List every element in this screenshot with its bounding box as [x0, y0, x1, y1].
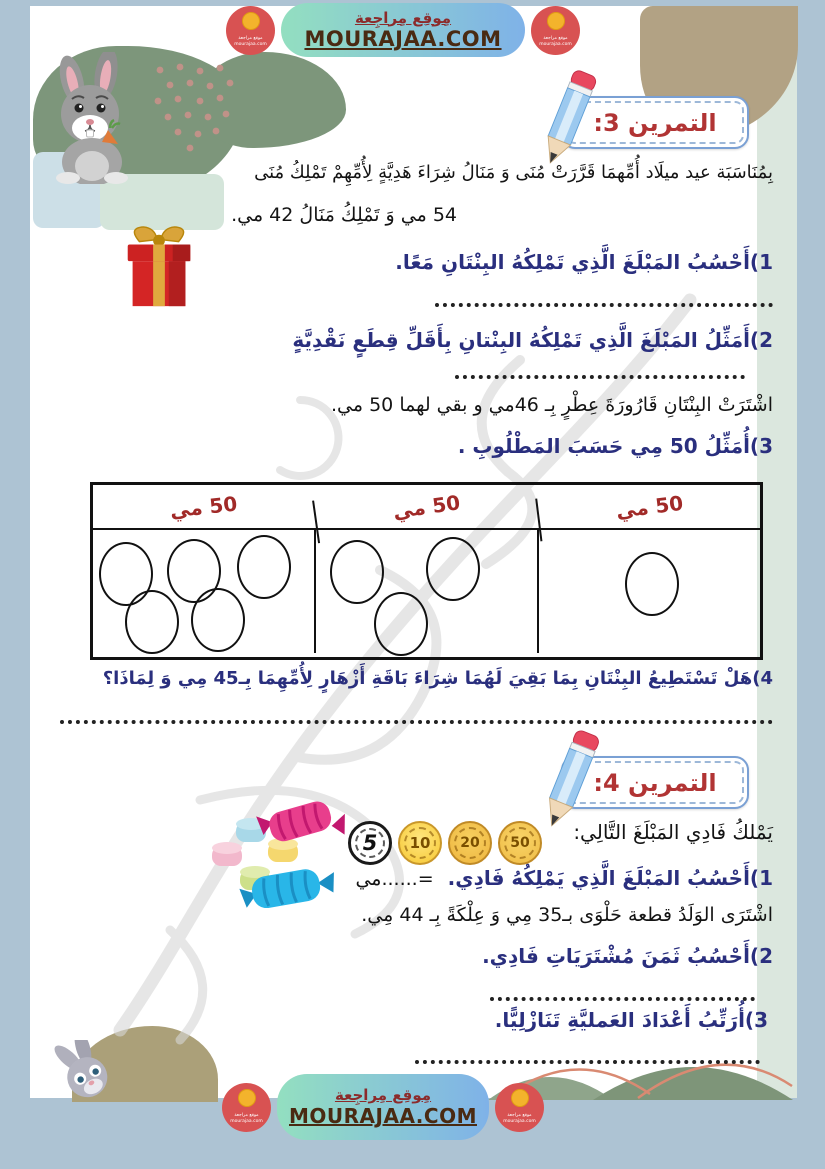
- exercise3-info: اشْتَرَتْ البِنْتَانِ قَارُورَةَ عِطْرٍ بِـ 46مي و بقي لهما 50 مي.: [331, 394, 773, 416]
- exercise3-question1: 1)أَحْسُبُ المَبْلَغَ الَّذِي تَمْلِكُهُ البِنْتَانِ مَعًا.: [395, 250, 773, 274]
- logo-book-icon: [547, 12, 565, 30]
- exercise4-question3: 3)أُرَتِّبُ أَعْدَادَ العَمليَّةِ تَنَازْلِيًّا.: [494, 1008, 768, 1032]
- logo-text-en: mourajaa.com: [234, 42, 267, 48]
- mourajaa-logo-icon: [222, 1083, 271, 1132]
- coin-circle: [237, 535, 291, 599]
- mourajaa-logo-icon: [495, 1083, 544, 1132]
- exercise3-question3: 3)أُمَثِّلُ 50 مِي حَسَبَ المَطْلُوبِ .: [457, 434, 773, 458]
- table-cell-one-coin: [537, 528, 760, 653]
- coins-row: [348, 821, 542, 865]
- coin-5-icon: 5: [348, 821, 392, 865]
- exercise4-question2: 2)أَحْسُبُ ثَمَنَ مُشْتَرَيَاتِ فَادِي.: [482, 944, 773, 968]
- mourajaa-logo-icon: [531, 6, 580, 55]
- site-link-pill[interactable]: [277, 1074, 489, 1140]
- table-cell-three-coins: [314, 528, 537, 653]
- footer-banner: [222, 1074, 544, 1140]
- rabbit-icon: [42, 52, 147, 184]
- exercise4-info: اشْتَرَى الوَلَدُ قطعة حَلْوَى بـ35 مِي وَ عِلْكَةً بِـ 44 مِي.: [361, 904, 773, 926]
- logo-text-ar: موقع مراجعة: [507, 1112, 532, 1118]
- logo-book-icon: [511, 1089, 529, 1107]
- coin-10-icon: 10: [398, 821, 442, 865]
- mourajaa-logo-icon: [226, 6, 275, 55]
- money-table: [90, 482, 763, 660]
- answer-line: [455, 374, 745, 379]
- coin-circle: [426, 537, 480, 601]
- logo-text-en: mourajaa.com: [539, 42, 572, 48]
- exercise4-question1: 1)أَحْسُبُ المَبْلَغَ الَّذِي يَمْلِكُهُ فَادِي.=......مي: [355, 866, 773, 890]
- coin-circle: [125, 590, 179, 654]
- answer-line: [490, 996, 755, 1001]
- exercise3-intro-line2: 54 مي وَ تَمْلِكُ مَنَالُ 42 مي.: [231, 204, 457, 226]
- coin-circle: [191, 588, 245, 652]
- coin-circle: [330, 540, 384, 604]
- site-link-pill[interactable]: [281, 3, 525, 57]
- exercise4-intro: يَمْلكُ فَادِي المَبْلَغَ التَّالِي:: [573, 820, 773, 844]
- answer-line: [435, 302, 773, 307]
- table-header-cell: 50 مي: [312, 470, 539, 544]
- answer-line: [415, 1059, 760, 1064]
- table-header-cell: 50 مي: [168, 491, 239, 522]
- coin-20-icon: 20: [448, 821, 492, 865]
- logo-text-en: mourajaa.com: [230, 1119, 263, 1125]
- table-header-cell: 50 مي: [535, 472, 762, 542]
- candies-icon: [190, 796, 348, 908]
- coin-circle: [374, 592, 428, 656]
- answer-line: [60, 719, 773, 724]
- exercise3-question4: 4)هَلْ تَسْتَطِيعُ البِنْتَانِ بِمَا بَقِيَ لَهُمَا شِرَاءَ بَاقَةِ أَزْهَارٍ لِأُمِّهِمَا بِـ45 مِي وَ لِمَاذَا؟: [102, 668, 773, 689]
- site-title-arabic: مِوقِع مِراجِعة: [334, 1086, 432, 1105]
- logo-text-ar: موقع مراجعة: [543, 35, 568, 41]
- exercise3-title: التمرين 3:: [593, 108, 717, 137]
- logo-text-en: mourajaa.com: [503, 1119, 536, 1125]
- site-title-english: MOURAJAA.COM: [289, 1103, 477, 1128]
- answer-blank: =......مي: [355, 868, 434, 890]
- rabbit-peeking-icon: [48, 1040, 120, 1102]
- logo-book-icon: [242, 12, 260, 30]
- dots-pattern: [148, 62, 240, 156]
- site-title-arabic: مِوقِع مِراجِعة: [354, 8, 452, 27]
- table-cell-five-coins: [93, 528, 314, 653]
- exercise3-question2: 2)أَمَثِّلُ المَبْلَغَ الَّذِي تَمْلِكُهُ البِنْتانِ بِأَقَلِّ قِطَعٍ نَقْدِيَّةٍ: [292, 328, 773, 352]
- gift-icon: [110, 224, 208, 312]
- logo-text-ar: موقع مراجعة: [234, 1112, 259, 1118]
- coin-50-icon: 50: [498, 821, 542, 865]
- exercise3-intro-line1: بِمُنَاسَبَة عيد ميلَاد أُمِّهمَا قَرَّرَتْ مُنَى وَ مَنَالُ شِرَاءَ هَدِيَّةٍ لِأُمِّهِمْ تَمْلِكُ مُنَى: [254, 162, 773, 183]
- logo-text-ar: موقع مراجعة: [238, 35, 263, 41]
- exercise4-title: التمرين 4:: [593, 768, 717, 797]
- coin-circle: [625, 552, 679, 616]
- header-banner: [226, 3, 580, 57]
- site-title-english: MOURAJAA.COM: [304, 27, 502, 52]
- logo-book-icon: [238, 1089, 256, 1107]
